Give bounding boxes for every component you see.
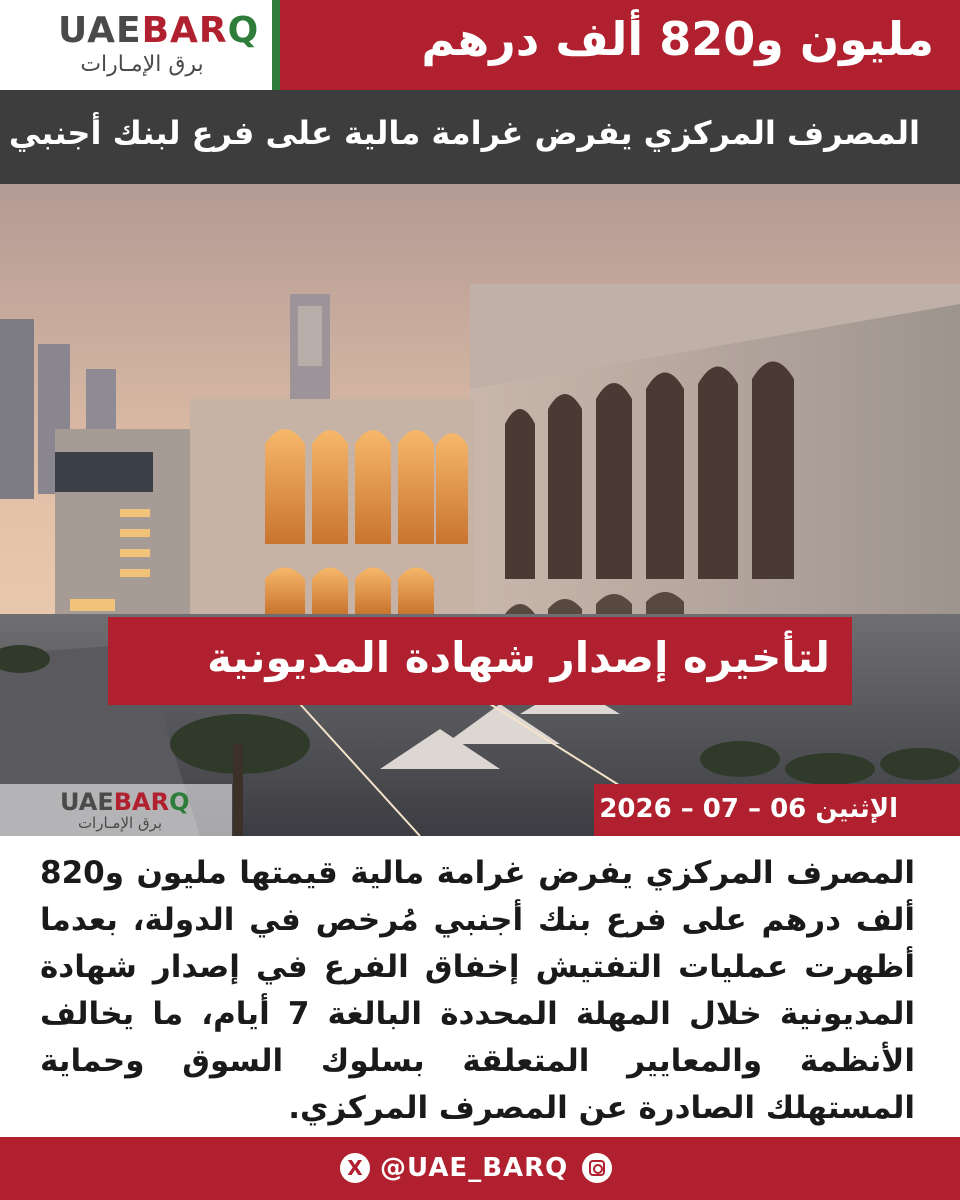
social-handle[interactable]: @UAE_BARQ	[380, 1153, 569, 1183]
date-banner	[594, 784, 960, 836]
watermark-wordmark	[60, 788, 189, 816]
logo-ar: AR	[170, 10, 228, 51]
social-links	[326, 1149, 636, 1189]
title-bar	[280, 0, 960, 90]
page-subtitle: المصرف المركزي يفرض غرامة مالية على فرع لبنك أجنبي	[8, 114, 920, 152]
wm-q: Q	[169, 788, 190, 816]
flag-stripe	[272, 0, 280, 90]
article-body: المصرف المركزي يفرض غرامة مالية قيمتها مليون و820 ألف درهم على فرع بنك أجنبي مُرخص في الدولة، بعدما أظهرت عمليات التفتيش إخفاق الفرع في إصدار شهادة المديونية خلال المهلة المحددة البالغة 7 أيام، ما يخالف الأنظمة والمعايير المتعلقة بسلوك السوق وحماية المستهلك الصادرة عن المصرف المركزي.	[40, 855, 915, 1126]
subtitle-bar	[0, 90, 960, 184]
logo-wordmark	[58, 10, 259, 51]
wm-uae: UAE	[60, 788, 114, 816]
instagram-icon[interactable]	[582, 1153, 612, 1183]
photo-headline-banner	[108, 617, 852, 705]
wm-b: B	[113, 788, 133, 816]
instagram-lens	[593, 1164, 603, 1174]
footer	[0, 1137, 960, 1200]
photo-watermark	[0, 784, 232, 836]
logo-uae: UAE	[58, 10, 142, 51]
central-bank-building-photo	[0, 184, 960, 836]
publish-date: الإثنين 06 – 07 – 2026	[599, 794, 898, 824]
logo-arabic-text: برق الإمـارات	[80, 52, 204, 77]
x-logo-icon[interactable]: X	[340, 1153, 370, 1183]
logo-q: Q	[227, 10, 260, 51]
wm-ar: AR	[132, 788, 170, 816]
page-title: مليون و820 ألف درهم	[421, 12, 934, 66]
brand-logo	[0, 0, 280, 90]
watermark-arabic-text: برق الإمـارات	[77, 814, 163, 832]
logo-b: B	[141, 10, 171, 51]
photo-headline-text: لتأخيره إصدار شهادة المديونية	[207, 633, 830, 682]
